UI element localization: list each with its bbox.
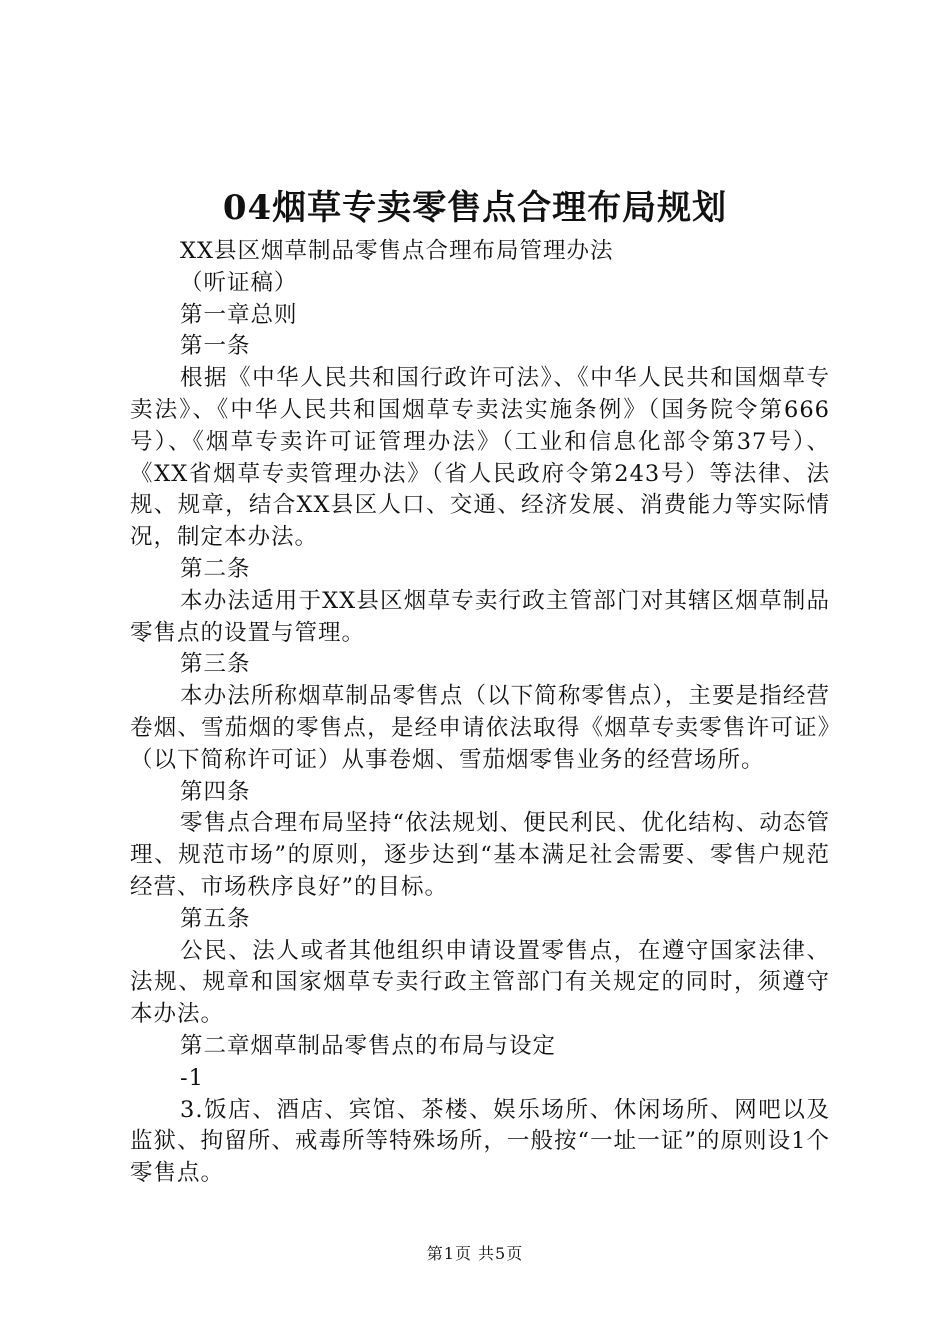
chapter-heading: 第一章总则 — [180, 301, 298, 328]
article-heading: 第一条 — [180, 333, 251, 360]
article-text: 根据《中华人民共和国行政许可法》、《中华人民共和国烟草专卖法》、《中华人民共和国烟草专卖法实施条例》（国务院令第666号）、《烟草专卖许可证管理办法》（工业和信息化部令第37号）、《XX省烟草专卖管理办法》（省人民政府令第243号）等法律、法规、规章，结合XX县区人口、交通、经济发展、消费能力等实际情况，制定本办法。 — [130, 365, 830, 551]
article-heading: 第四条 — [180, 778, 251, 805]
page-footer: 第1页 共5页 — [426, 1244, 524, 1263]
paragraph-draft-note: （听证稿） — [180, 269, 298, 296]
article-text: 零售点合理布局坚持“依法规划、便民利民、优化结构、动态管理、规范市场”的原则，逐步达到“基本满足社会需要、零售户规范经营、市场秩序良好”的目标。 — [130, 810, 830, 900]
page-marker: -1 — [180, 1064, 204, 1091]
article-heading: 第二条 — [180, 555, 251, 582]
article-text: 公民、法人或者其他组织申请设置零售点，在遵守国家法律、法规、规章和国家烟草专卖行政主管部门有关规定的同时，须遵守本办法。 — [130, 937, 830, 1028]
article-text: 本办法适用于XX县区烟草专卖行政主管部门对其辖区烟草制品零售点的设置与管理。 — [130, 587, 830, 646]
article-heading: 第五条 — [180, 905, 251, 932]
document-title: 04烟草专卖零售点合理布局规划 — [222, 188, 728, 228]
article-heading: 第三条 — [180, 651, 251, 678]
document-body — [130, 236, 830, 1190]
article-text: 本办法所称烟草制品零售点（以下简称零售点），主要是指经营卷烟、雪茄烟的零售点，是经申请依法取得《烟草专卖零售许可证》（以下简称许可证）从事卷烟、雪茄烟零售业务的经营场所。 — [130, 683, 830, 773]
list-item-text: 3.饭店、酒店、宾馆、茶楼、娱乐场所、休闲场所、网吧以及监狱、拘留所、戒毒所等特殊场所，一般按“一址一证”的原则设1个零售点。 — [130, 1096, 830, 1187]
chapter-heading: 第二章烟草制品零售点的布局与设定 — [180, 1032, 557, 1059]
paragraph-heading-subtitle: XX县区烟草制品零售点合理布局管理办法 — [180, 238, 614, 264]
